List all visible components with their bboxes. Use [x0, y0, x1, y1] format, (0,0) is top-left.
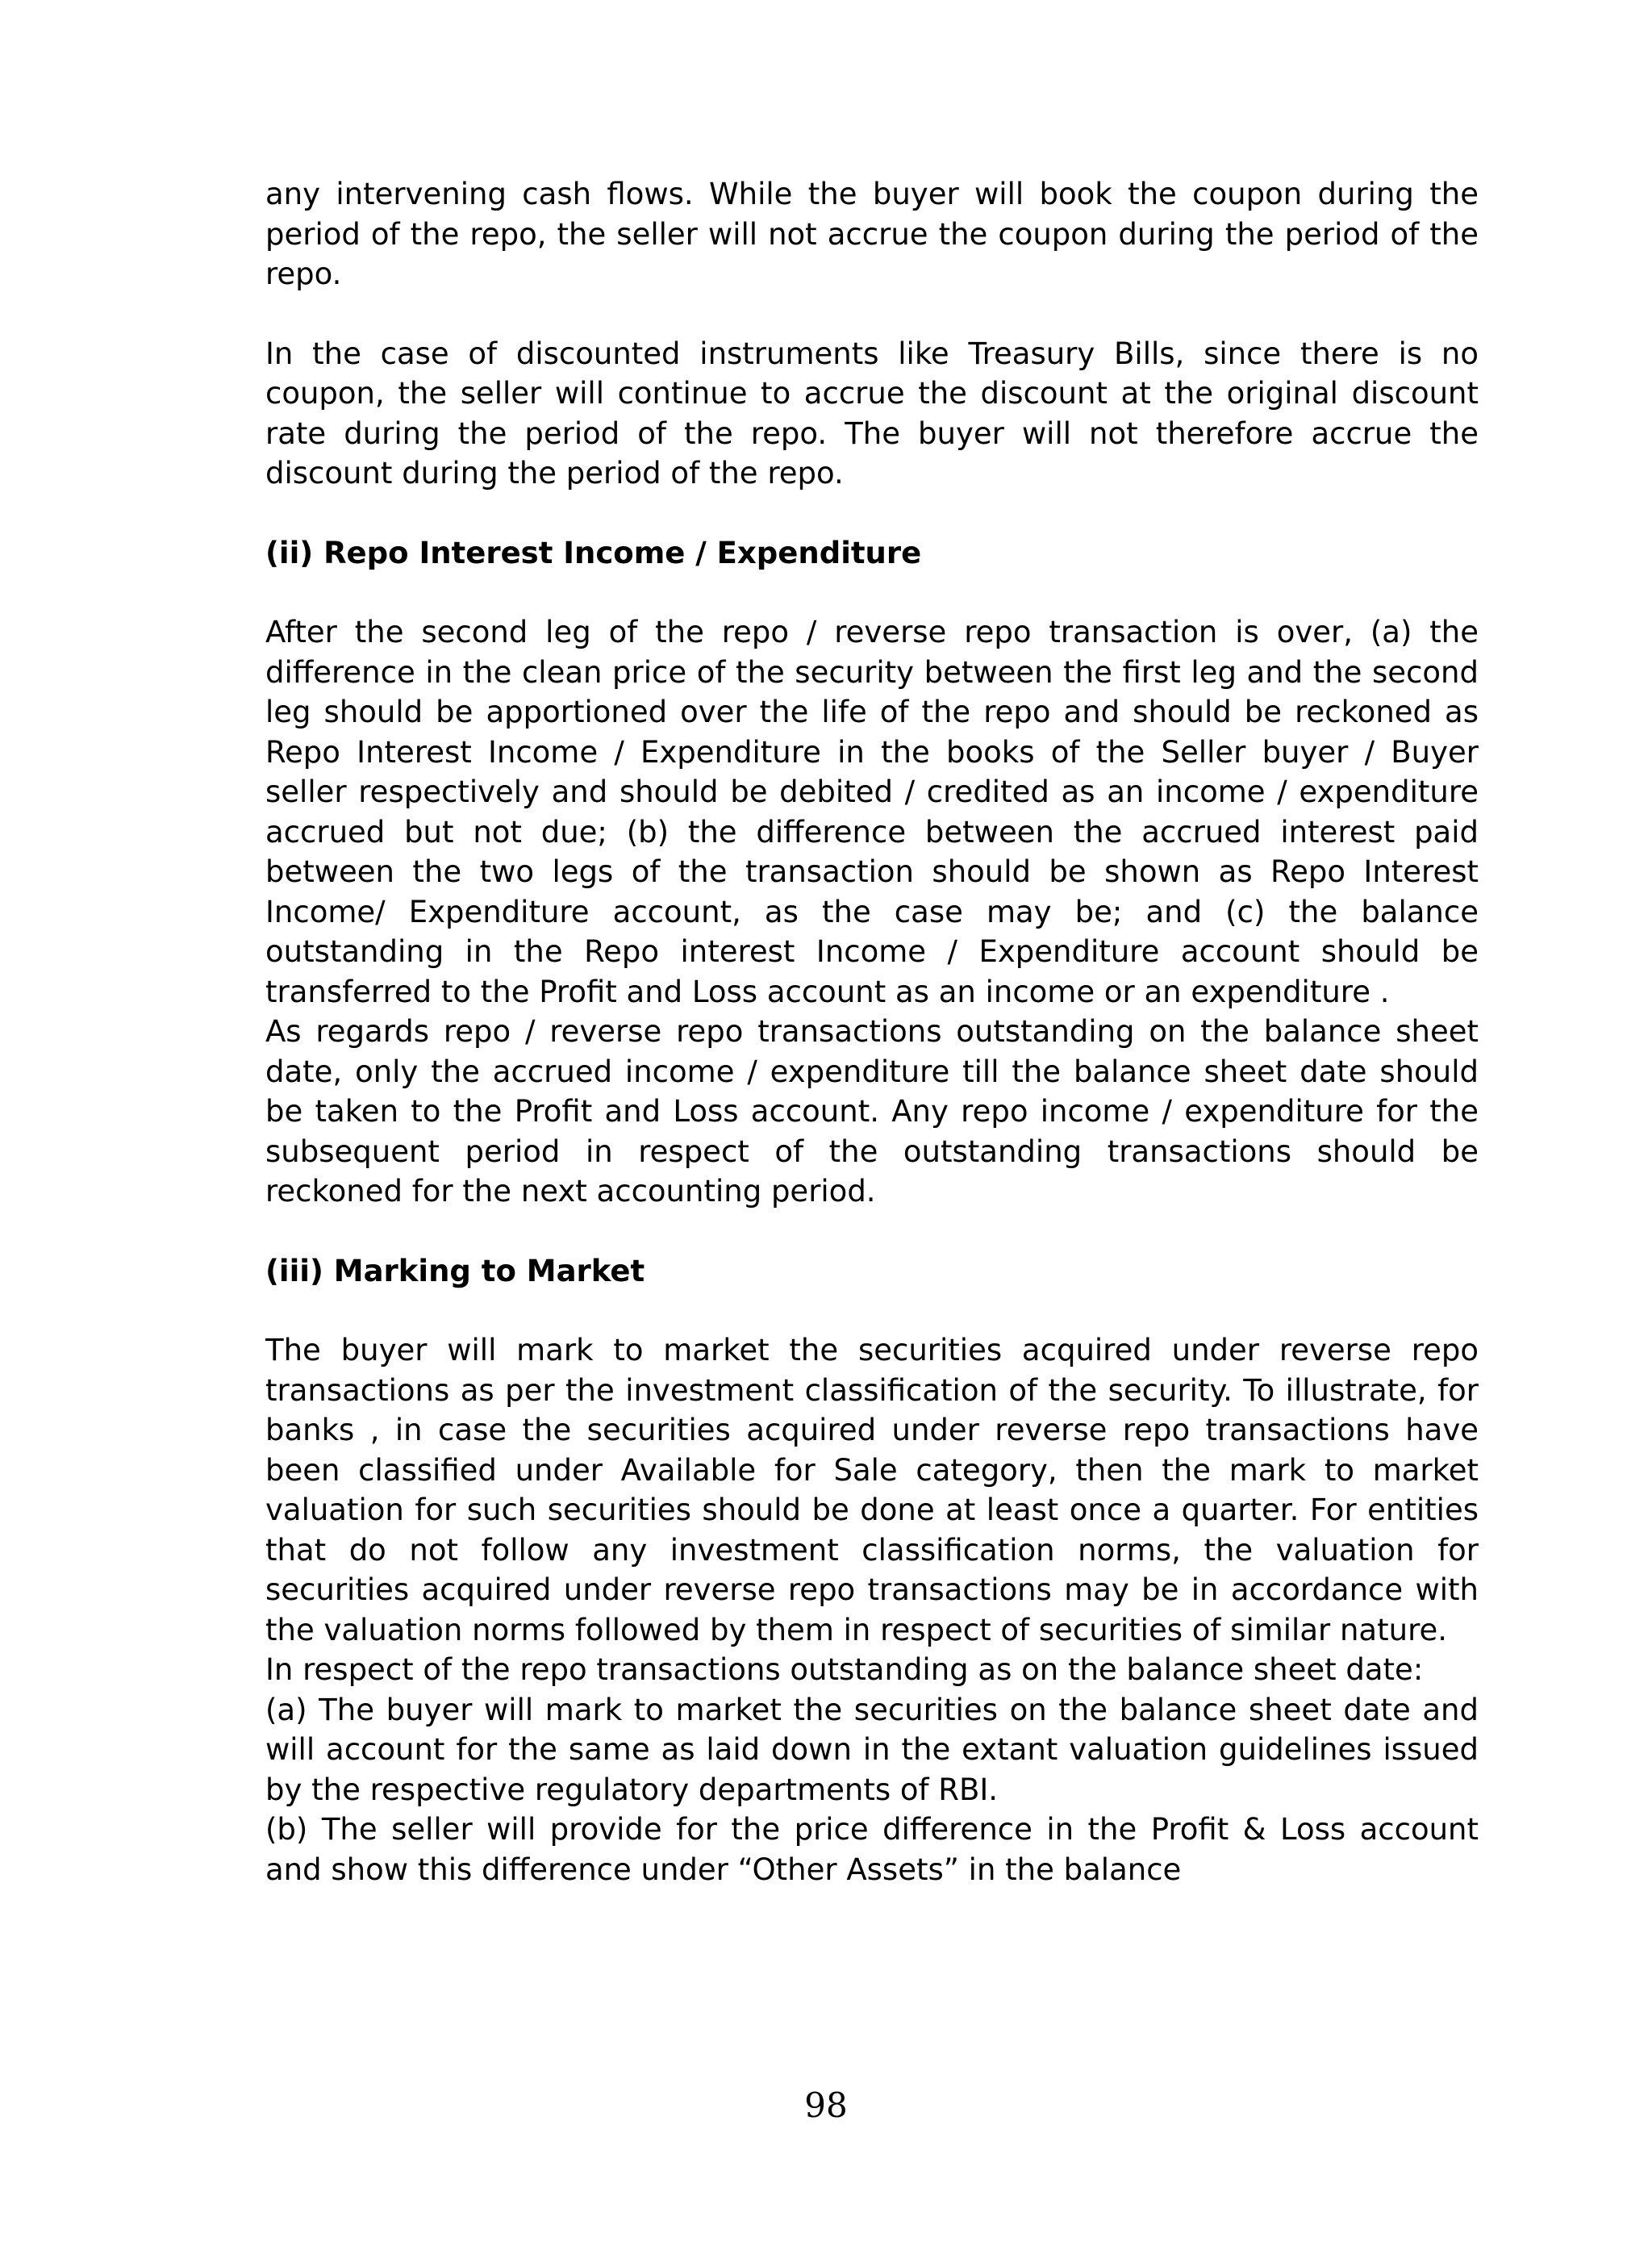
section-heading-repo-interest: (ii) Repo Interest Income / Expenditure	[265, 535, 922, 570]
paragraph-outstanding-transactions: As regards repo / reverse repo transactions outstanding on the balance sheet date, only the accrued income / expenditure till the balance sheet date should be taken to the Profit and Loss account. Any repo income / expenditure for the subsequent period in respect of the outstanding transactions should be reckoned for the next accounting period.	[265, 1014, 1479, 1209]
paragraph-item-b: (b) The seller will provide for the price difference in the Profit & Loss account and show this difference under “Other Assets” in the balance	[265, 1812, 1479, 1887]
paragraph-intervening-cash-flows: any intervening cash flows. While the buyer will book the coupon during the period of the repo, the seller will not accrue the coupon during the period of the repo.	[265, 177, 1479, 291]
page-number: 98	[804, 2085, 848, 2125]
paragraph-second-leg: After the second leg of the repo / reverse repo transaction is over, (a) the difference in the clean price of the security between the first leg and the second leg should be apportioned over the life of the repo and should be reckoned as Repo Interest Income / Expenditure in the books of the Seller buyer / Buyer seller respectively and should be debited / credited as an income / expenditure accrued but not due; (b) the difference between the accrued interest paid between the two legs of the transaction should be shown as Repo Interest Income/ Expenditure account, as the case may be; and (c) the balance outstanding in the Repo interest Income / Expenditure account should be transferred to the Profit and Loss account as an income or an expenditure .	[265, 615, 1479, 1009]
section-heading-marking-to-market: (iii) Marking to Market	[265, 1253, 645, 1288]
paragraph-discounted-instruments: In the case of discounted instruments like Treasury Bills, since there is no coupon, the seller will continue to accrue the discount at the original discount rate during the period of the repo. The buyer will not therefore accrue the discount during the period of the repo.	[265, 336, 1479, 491]
paragraph-balance-sheet-date: In respect of the repo transactions outstanding as on the balance sheet date:	[265, 1652, 1424, 1687]
paragraph-buyer-mark-to-market: The buyer will mark to market the securities acquired under reverse repo transactions as per the investment classification of the security. To illustrate, for banks , in case the securities acquired under reverse repo transactions have been classified under Available for Sale category, then the mark to market valuation for such securities should be done at least once a quarter. For entities that do not follow any investment classification norms, the valuation for securities acquired under reverse repo transactions may be in accordance with the valuation norms followed by them in respect of securities of similar nature.	[265, 1333, 1479, 1647]
document-body	[265, 174, 1479, 1889]
paragraph-item-a: (a) The buyer will mark to market the securities on the balance sheet date and will account for the same as laid down in the extant valuation guidelines issued by the respective regulatory departments of RBI.	[265, 1692, 1479, 1807]
